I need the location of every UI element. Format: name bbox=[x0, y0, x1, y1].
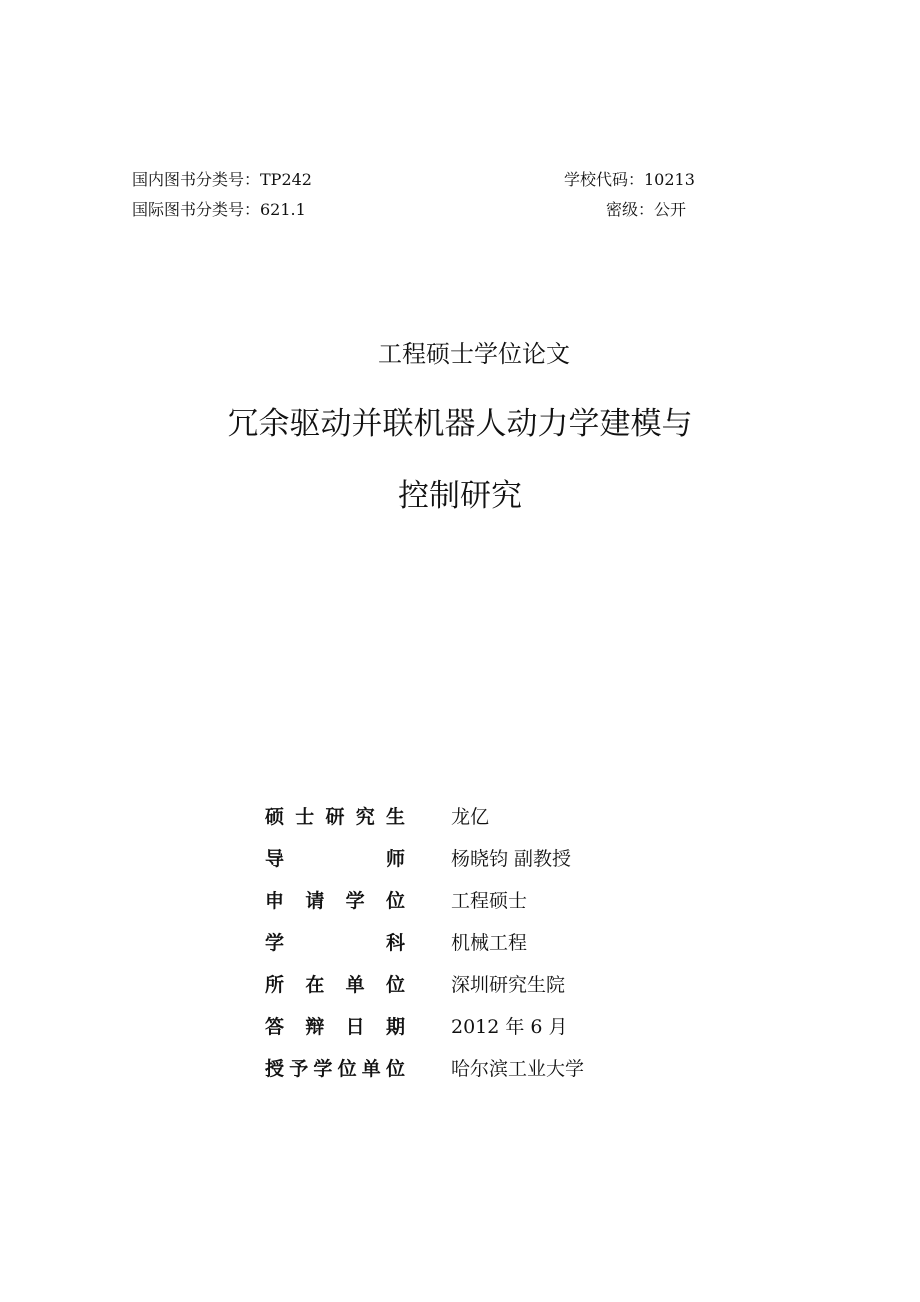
secrecy-level: 密级：公开 bbox=[606, 200, 687, 219]
info-row-affiliation bbox=[265, 962, 584, 1004]
info-label: 答辩日期 bbox=[265, 1015, 405, 1038]
international-classification: 国际图书分类号：621.1 bbox=[132, 200, 306, 219]
info-value: 杨晓钧 副教授 bbox=[451, 847, 572, 870]
info-value: 2012 年 6 月 bbox=[451, 1015, 568, 1038]
info-value: 机械工程 bbox=[451, 931, 528, 954]
info-label: 申请学位 bbox=[265, 889, 405, 912]
degree-type: 工程硕士学位论文 bbox=[378, 340, 570, 368]
info-row-advisor bbox=[265, 836, 584, 878]
info-value: 工程硕士 bbox=[451, 889, 528, 912]
info-row-degree bbox=[265, 878, 584, 920]
info-value: 龙亿 bbox=[451, 805, 490, 828]
info-row-discipline bbox=[265, 920, 584, 962]
info-row-defense-date bbox=[265, 1004, 584, 1046]
domestic-classification: 国内图书分类号：TP242 bbox=[132, 170, 312, 189]
school-code: 学校代码：10213 bbox=[564, 170, 695, 189]
info-value: 深圳研究生院 bbox=[451, 973, 566, 996]
info-value: 哈尔滨工业大学 bbox=[451, 1057, 585, 1080]
info-row-student bbox=[265, 794, 584, 836]
info-label: 硕士研究生 bbox=[265, 805, 405, 828]
info-label: 导师 bbox=[265, 847, 405, 870]
thesis-info-table bbox=[265, 794, 584, 1088]
info-label: 授予学位单位 bbox=[265, 1057, 405, 1080]
info-row-granting-institution bbox=[265, 1046, 584, 1088]
info-label: 所在单位 bbox=[265, 973, 405, 996]
thesis-title-line-2: 控制研究 bbox=[398, 478, 522, 514]
thesis-title-line-1: 冗余驱动并联机器人动力学建模与 bbox=[227, 406, 693, 442]
info-label: 学科 bbox=[265, 931, 405, 954]
